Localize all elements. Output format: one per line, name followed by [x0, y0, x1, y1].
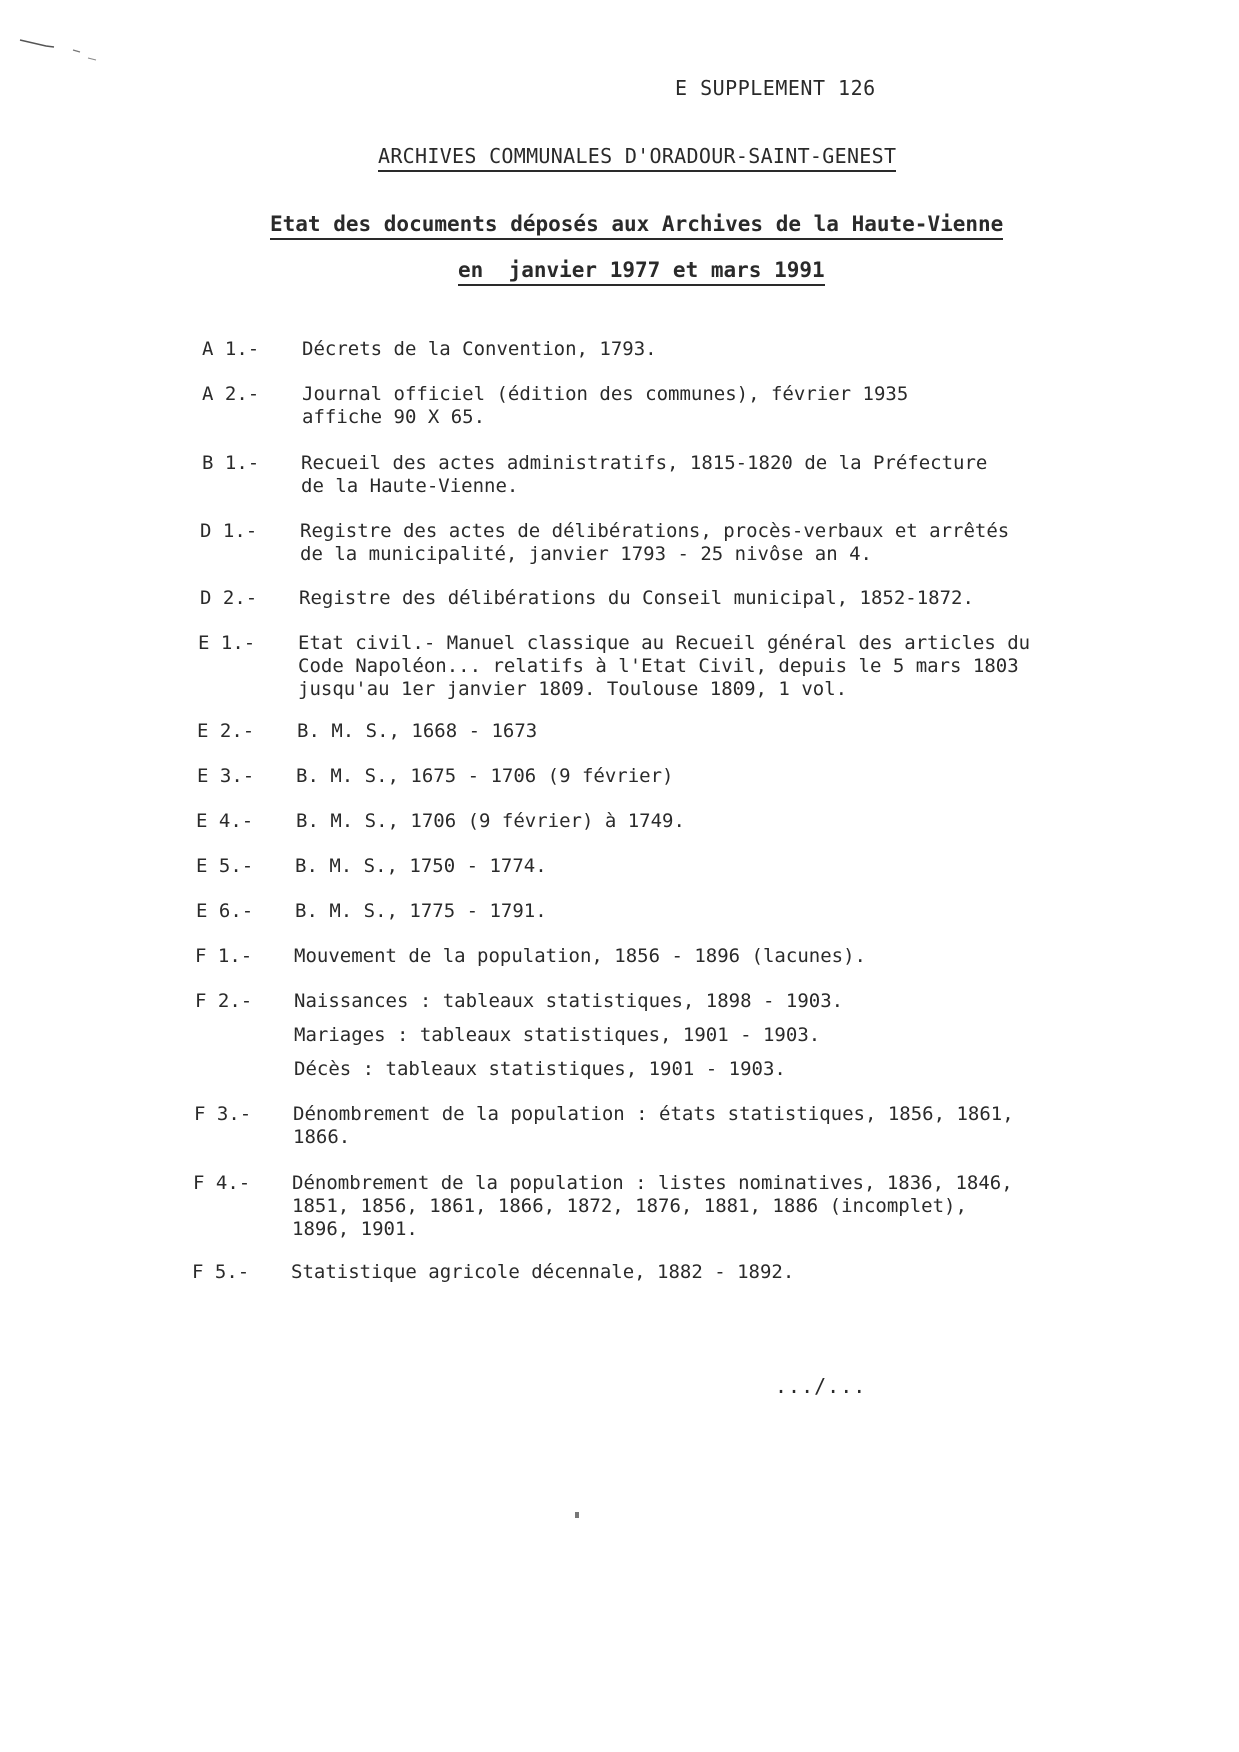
entry-text: Registre des délibérations du Conseil municipal, 1852-1872. [299, 587, 974, 609]
entry-text: B. M. S., 1668 - 1673 [297, 720, 538, 742]
entry-text: Naissances : tableaux statistiques, 1898 - 1903. [294, 990, 844, 1012]
scan-mark [575, 1512, 579, 1518]
entry-text: Mariages : tableaux statistiques, 1901 - 1903. [294, 1024, 821, 1046]
continued-marker: .../... [775, 1374, 867, 1398]
archive-title: ARCHIVES COMMUNALES D'ORADOUR-SAINT-GENEST [378, 144, 896, 172]
entry-code: F 4.- [193, 1172, 251, 1194]
subtitle-line-2: en janvier 1977 et mars 1991 [458, 258, 825, 286]
entry-code: E 2.- [197, 720, 255, 742]
entry-text: Etat civil.- Manuel classique au Recueil général des articles du Code Napoléon... relatifs à l'Etat Civil, depuis le 5 mars 1803 jusqu'au 1er janvier 1809. Toulouse 1809, 1 vol. [298, 632, 1031, 700]
entry-text: Décrets de la Convention, 1793. [302, 338, 657, 360]
subtitle-line-1: Etat des documents déposés aux Archives de la Haute-Vienne [270, 212, 1003, 240]
entry-text: Dénombrement de la population : listes nominatives, 1836, 1846, 1851, 1856, 1861, 1866, 1872, 1876, 1881, 1886 (incomplet), 1896, 1901. [292, 1172, 1013, 1240]
entry-code: E 6.- [196, 900, 254, 922]
entry-text: Journal officiel (édition des communes), février 1935 affiche 90 X 65. [302, 383, 909, 428]
entry-code: A 2.- [202, 383, 260, 405]
entry-code: E 1.- [198, 632, 256, 654]
entry-code: D 1.- [200, 520, 258, 542]
reference-number: E SUPPLEMENT 126 [675, 76, 876, 100]
entry-text: B. M. S., 1750 - 1774. [295, 855, 547, 877]
entry-code: D 2.- [200, 587, 258, 609]
entry-text: Registre des actes de délibérations, procès-verbaux et arrêtés de la municipalité, janvier 1793 - 25 nivôse an 4. [300, 520, 1010, 565]
entry-text: Décès : tableaux statistiques, 1901 - 1903. [294, 1058, 786, 1080]
entry-text: B. M. S., 1675 - 1706 (9 février) [296, 765, 674, 787]
scan-mark [18, 38, 108, 68]
entry-text: Dénombrement de la population : états statistiques, 1856, 1861, 1866. [293, 1103, 1014, 1148]
entry-text: B. M. S., 1775 - 1791. [295, 900, 547, 922]
entry-code: E 3.- [197, 765, 255, 787]
entry-text: B. M. S., 1706 (9 février) à 1749. [296, 810, 685, 832]
entry-code: E 4.- [196, 810, 254, 832]
entry-code: F 3.- [194, 1103, 252, 1125]
entry-code: B 1.- [202, 452, 260, 474]
entry-text: Recueil des actes administratifs, 1815-1820 de la Préfecture de la Haute-Vienne. [301, 452, 988, 497]
entry-text: Statistique agricole décennale, 1882 - 1892. [291, 1261, 795, 1283]
entry-code: E 5.- [196, 855, 254, 877]
entry-code: A 1.- [202, 338, 260, 360]
entry-text: Mouvement de la population, 1856 - 1896 (lacunes). [294, 945, 866, 967]
entry-code: F 5.- [192, 1261, 250, 1283]
entry-code: F 1.- [195, 945, 253, 967]
entry-code: F 2.- [195, 990, 253, 1012]
